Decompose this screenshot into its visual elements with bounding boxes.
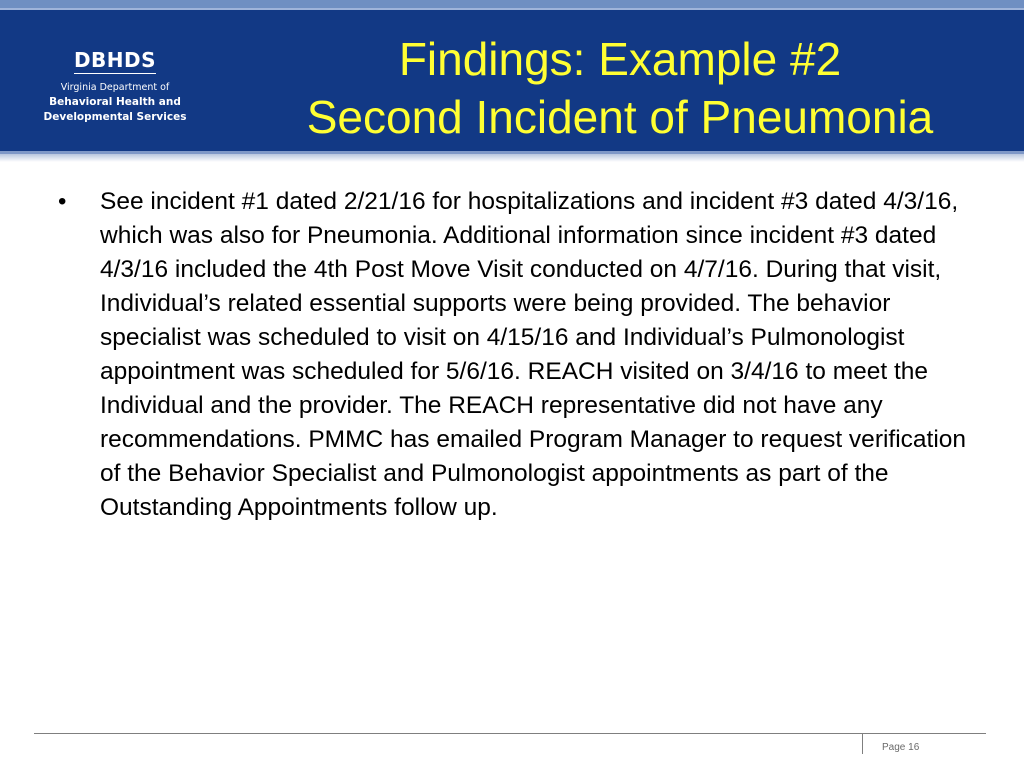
header-shadow xyxy=(0,154,1024,162)
body-paragraph: See incident #1 dated 2/21/16 for hospitalizations and incident #3 dated 4/3/16, which was also for Pneumonia. Additional information since incident #3 dated 4/3/16 included the 4th Post Move Visit conducted on 4/7/16. During that visit, Individual’s related essential supports were being provided. The behavior specialist was scheduled to visit on 4/15/16 and Individual’s Pulmonologist appointment was scheduled for 5/6/16. REACH visited on 3/4/16 to meet the Individual and the provider. The REACH representative did not have any recommendations. PMMC has emailed Program Manager to request verification of the Behavior Specialist and Pulmonologist appointments as part of the Outstanding Appointments follow up. xyxy=(100,188,967,521)
logo-line-1: Virginia Department of xyxy=(60,82,170,93)
footer-rule xyxy=(34,733,986,734)
dbhds-logo xyxy=(30,48,200,125)
top-accent-stripe xyxy=(0,0,1024,8)
slide-title-line-2: Second Incident of Pneumonia xyxy=(306,91,934,143)
logo-acronym: DBHDS xyxy=(73,48,157,72)
page-number: Page 16 xyxy=(882,742,920,753)
footer-divider xyxy=(862,734,863,754)
bullet-point: • xyxy=(58,188,67,215)
slide-title-line-1: Findings: Example #2 xyxy=(398,33,842,85)
logo-line-3: Developmental Services xyxy=(43,111,187,123)
logo-line-2: Behavioral Health and xyxy=(49,96,181,108)
slide-title xyxy=(230,30,1010,146)
slide-header xyxy=(0,8,1024,154)
